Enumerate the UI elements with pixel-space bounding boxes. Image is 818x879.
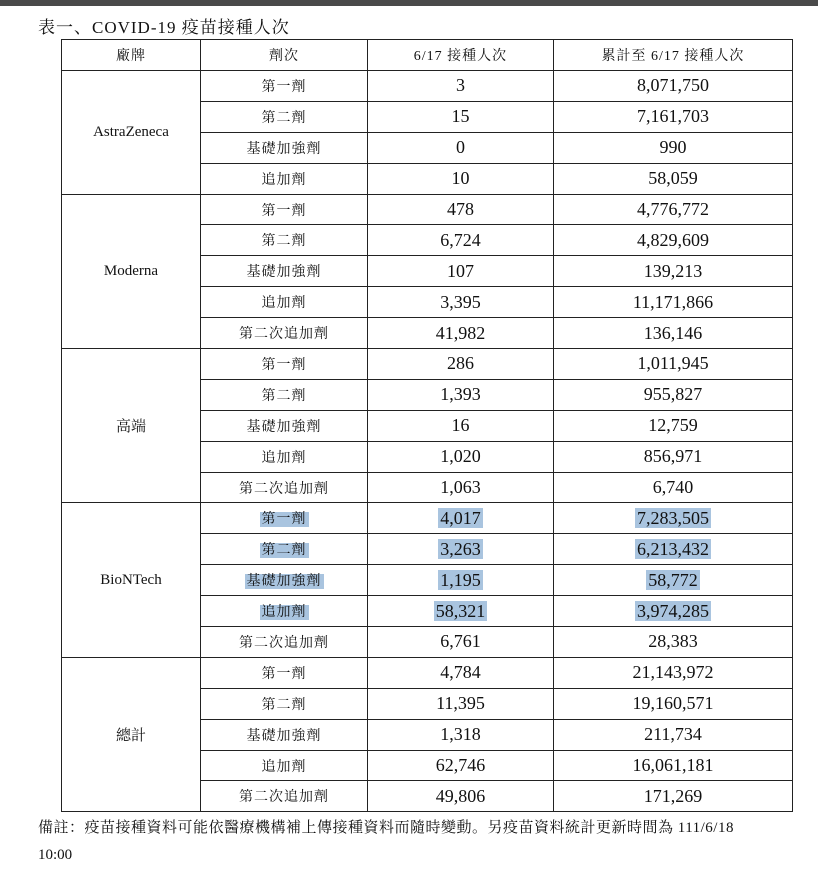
selected-text: 7,283,505 bbox=[637, 507, 709, 528]
cell-text: 11,171,866 bbox=[632, 291, 714, 312]
cell-text: 4,829,609 bbox=[637, 229, 709, 250]
cell-text: 6,740 bbox=[652, 477, 694, 498]
cell-text: 286 bbox=[447, 353, 474, 374]
dose-cell bbox=[201, 688, 368, 719]
dose-cell bbox=[201, 225, 368, 256]
daily-count-cell bbox=[368, 163, 554, 194]
cell-text: 第二次追加劑 bbox=[239, 635, 329, 651]
cell-text: 第二次追加劑 bbox=[239, 790, 329, 806]
dose-cell bbox=[201, 565, 368, 596]
dose-cell bbox=[201, 657, 368, 688]
selected-text: 4,017 bbox=[440, 507, 481, 528]
cell-text: 955,827 bbox=[643, 384, 703, 405]
dose-cell bbox=[201, 596, 368, 627]
daily-count-cell bbox=[368, 287, 554, 318]
cell-text: 990 bbox=[659, 137, 687, 158]
cell-text: 1,020 bbox=[440, 446, 481, 467]
cumulative-count-cell bbox=[554, 750, 793, 781]
daily-count-cell bbox=[368, 596, 554, 627]
daily-count-cell bbox=[368, 71, 554, 102]
cell-text: 4,776,772 bbox=[637, 199, 709, 219]
cumulative-count-cell bbox=[554, 225, 793, 256]
cell-text: 追加劑 bbox=[261, 296, 307, 312]
cell-text: 6,724 bbox=[440, 229, 481, 250]
vendor-cell: 高端 bbox=[62, 349, 201, 503]
dose-cell bbox=[201, 534, 368, 565]
cumulative-count-cell bbox=[554, 287, 793, 318]
dose-cell bbox=[201, 194, 368, 225]
cell-text: 139,213 bbox=[643, 260, 703, 281]
vendor-cell: 總計 bbox=[62, 657, 201, 811]
selected-text: 58,772 bbox=[648, 569, 698, 590]
cumulative-count-cell bbox=[554, 101, 793, 132]
daily-count-cell bbox=[368, 503, 554, 534]
daily-count-cell bbox=[368, 410, 554, 441]
cell-text: 第一劑 bbox=[261, 357, 307, 373]
cumulative-count-cell bbox=[554, 194, 793, 225]
cell-text: 8,071,750 bbox=[637, 75, 709, 96]
selected-text: 6,213,432 bbox=[637, 538, 709, 559]
daily-count-cell bbox=[368, 472, 554, 503]
table-row bbox=[62, 194, 793, 225]
selected-text: 3,263 bbox=[440, 538, 481, 559]
window-top-bar bbox=[0, 0, 818, 6]
cumulative-count-cell bbox=[554, 410, 793, 441]
daily-count-cell bbox=[368, 101, 554, 132]
cell-text: 28,383 bbox=[648, 631, 698, 652]
daily-count-cell bbox=[368, 225, 554, 256]
daily-count-cell bbox=[368, 534, 554, 565]
dose-cell bbox=[201, 472, 368, 503]
cumulative-count-cell bbox=[554, 472, 793, 503]
dose-cell bbox=[201, 349, 368, 380]
cell-text: 6,761 bbox=[440, 631, 481, 652]
cell-text: 第一劑 bbox=[261, 666, 307, 682]
cumulative-count-cell bbox=[554, 349, 793, 380]
cell-text: 49,806 bbox=[435, 785, 486, 806]
cumulative-count-cell bbox=[554, 441, 793, 472]
daily-count-cell bbox=[368, 781, 554, 812]
daily-count-cell bbox=[368, 256, 554, 287]
cumulative-count-cell bbox=[554, 719, 793, 750]
cell-text: 12,759 bbox=[648, 415, 698, 436]
selected-text: 追加劑 bbox=[261, 605, 307, 621]
cell-text: 第二劑 bbox=[261, 110, 307, 126]
dose-cell bbox=[201, 256, 368, 287]
cell-text: 62,746 bbox=[435, 755, 486, 776]
cumulative-count-cell bbox=[554, 781, 793, 812]
cell-text: 基礎加強劑 bbox=[246, 141, 322, 157]
cell-text: 第一劑 bbox=[261, 203, 307, 219]
dose-cell bbox=[201, 318, 368, 349]
header-dose: 劑次 bbox=[201, 40, 368, 71]
selected-text: 第一劑 bbox=[261, 512, 307, 528]
cell-text: 58,059 bbox=[648, 168, 698, 189]
daily-count-cell bbox=[368, 379, 554, 410]
cumulative-count-cell bbox=[554, 379, 793, 410]
cell-text: 41,982 bbox=[435, 322, 486, 343]
table-row bbox=[62, 503, 793, 534]
cell-text: 3,395 bbox=[440, 291, 481, 312]
cumulative-count-cell bbox=[554, 503, 793, 534]
dose-cell bbox=[201, 379, 368, 410]
cell-text: 478 bbox=[447, 199, 474, 219]
cell-text: 基礎加強劑 bbox=[246, 728, 322, 744]
cell-text: 第二次追加劑 bbox=[239, 481, 329, 497]
dose-cell bbox=[201, 719, 368, 750]
dose-cell bbox=[201, 71, 368, 102]
cell-text: 16,061,181 bbox=[632, 755, 714, 776]
cell-text: 4,784 bbox=[440, 662, 481, 683]
cell-text: 1,318 bbox=[440, 724, 481, 745]
cumulative-count-cell bbox=[554, 256, 793, 287]
table-title: 表一、COVID-19 疫苗接種人次 bbox=[38, 18, 290, 37]
selected-text: 基礎加強劑 bbox=[246, 574, 322, 590]
table-row bbox=[62, 657, 793, 688]
table-row bbox=[62, 71, 793, 102]
daily-count-cell bbox=[368, 688, 554, 719]
table-row bbox=[62, 349, 793, 380]
daily-count-cell bbox=[368, 750, 554, 781]
dose-cell bbox=[201, 627, 368, 658]
vaccination-table bbox=[61, 39, 793, 812]
vendor-cell: Moderna bbox=[62, 194, 201, 348]
cumulative-count-cell bbox=[554, 688, 793, 719]
daily-count-cell bbox=[368, 132, 554, 163]
cell-text: 211,734 bbox=[644, 724, 702, 745]
cell-text: 107 bbox=[447, 260, 474, 281]
daily-count-cell bbox=[368, 565, 554, 596]
cumulative-count-cell bbox=[554, 596, 793, 627]
cell-text: 1,063 bbox=[440, 477, 481, 498]
cell-text: 856,971 bbox=[643, 446, 703, 467]
cell-text: 1,011,945 bbox=[637, 353, 709, 374]
cell-text: 基礎加強劑 bbox=[246, 419, 322, 435]
cumulative-count-cell bbox=[554, 534, 793, 565]
cell-text: 11,395 bbox=[436, 693, 485, 714]
cell-text: 基礎加強劑 bbox=[246, 265, 322, 281]
cell-text: 第一劑 bbox=[261, 79, 307, 95]
header-row bbox=[62, 40, 793, 71]
cumulative-count-cell bbox=[554, 71, 793, 102]
dose-cell bbox=[201, 441, 368, 472]
cell-text: 15 bbox=[451, 106, 470, 127]
cell-text: 16 bbox=[451, 415, 470, 436]
dose-cell bbox=[201, 503, 368, 534]
selected-text: 1,195 bbox=[440, 569, 481, 590]
cumulative-count-cell bbox=[554, 657, 793, 688]
cell-text: 7,161,703 bbox=[637, 106, 709, 127]
selected-text: 第二劑 bbox=[261, 543, 307, 559]
cell-text: 第二劑 bbox=[261, 388, 307, 404]
daily-count-cell bbox=[368, 657, 554, 688]
cell-text: 追加劑 bbox=[261, 759, 307, 775]
dose-cell bbox=[201, 163, 368, 194]
cell-text: 追加劑 bbox=[261, 172, 307, 188]
vendor-cell: BioNTech bbox=[62, 503, 201, 657]
daily-count-cell bbox=[368, 627, 554, 658]
selected-text: 58,321 bbox=[435, 600, 486, 621]
vendor-cell: AstraZeneca bbox=[62, 71, 201, 195]
header-vendor: 廠牌 bbox=[62, 40, 201, 71]
dose-cell bbox=[201, 781, 368, 812]
cell-text: 1,393 bbox=[440, 384, 481, 405]
daily-count-cell bbox=[368, 194, 554, 225]
selected-text: 3,974,285 bbox=[637, 600, 709, 621]
cell-text: 171,269 bbox=[643, 785, 703, 806]
cumulative-count-cell bbox=[554, 132, 793, 163]
dose-cell bbox=[201, 750, 368, 781]
cell-text: 第二劑 bbox=[261, 234, 307, 250]
cell-text: 136,146 bbox=[643, 322, 703, 343]
cumulative-count-cell bbox=[554, 565, 793, 596]
dose-cell bbox=[201, 410, 368, 441]
daily-count-cell bbox=[368, 719, 554, 750]
cell-text: 19,160,571 bbox=[632, 693, 714, 714]
header-cumulative: 累計至 6/17 接種人次 bbox=[554, 40, 793, 71]
dose-cell bbox=[201, 132, 368, 163]
cell-text: 3 bbox=[456, 75, 465, 96]
cell-text: 21,143,972 bbox=[632, 662, 714, 683]
cell-text: 0 bbox=[456, 137, 465, 158]
footnote-time: 10:00 bbox=[38, 847, 73, 863]
header-daily: 6/17 接種人次 bbox=[368, 40, 554, 71]
cumulative-count-cell bbox=[554, 627, 793, 658]
cell-text: 第二次追加劑 bbox=[239, 327, 329, 343]
daily-count-cell bbox=[368, 441, 554, 472]
cell-text: 第二劑 bbox=[261, 697, 307, 713]
footnote: 備註：疫苗接種資料可能依醫療機構補上傳接種資料而隨時變動。另疫苗資料統計更新時間為 111/6/18 bbox=[38, 820, 734, 836]
cumulative-count-cell bbox=[554, 163, 793, 194]
dose-cell bbox=[201, 287, 368, 318]
daily-count-cell bbox=[368, 349, 554, 380]
cell-text: 追加劑 bbox=[261, 450, 307, 466]
dose-cell bbox=[201, 101, 368, 132]
daily-count-cell bbox=[368, 318, 554, 349]
cumulative-count-cell bbox=[554, 318, 793, 349]
cell-text: 10 bbox=[451, 168, 470, 189]
